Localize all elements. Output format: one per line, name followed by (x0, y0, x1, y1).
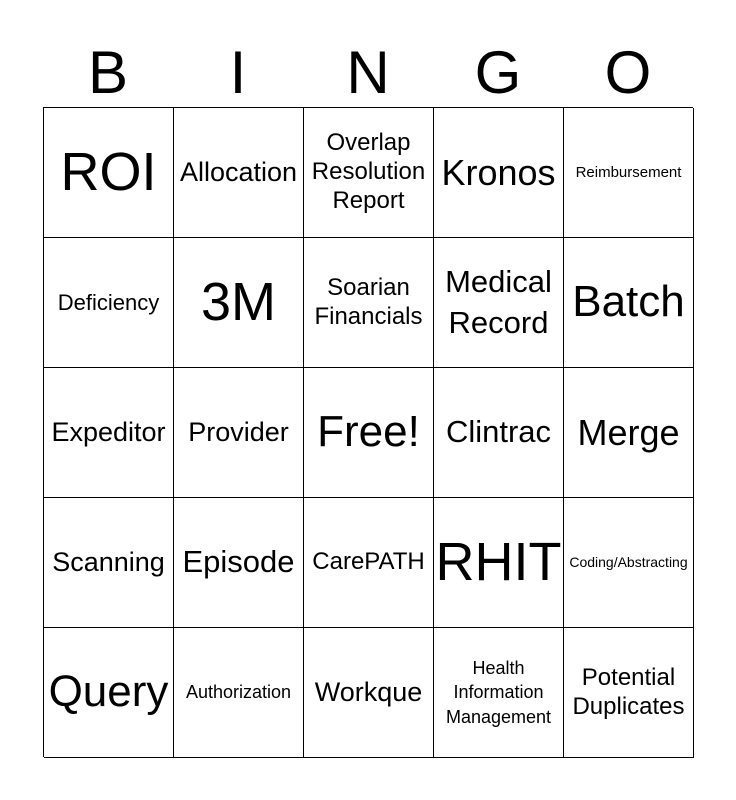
bingo-cell[interactable]: Free! (304, 368, 434, 498)
bingo-cell[interactable]: Authorization (174, 628, 304, 758)
header-letter-i: I (229, 39, 247, 106)
bingo-cell[interactable]: Workque (304, 628, 434, 758)
bingo-cell[interactable]: Medical Record (434, 238, 564, 368)
bingo-cell[interactable]: ROI (44, 108, 174, 238)
bingo-cell[interactable]: CarePATH (304, 498, 434, 628)
bingo-cell[interactable]: Allocation (174, 108, 304, 238)
bingo-cell[interactable]: Scanning (44, 498, 174, 628)
bingo-cell[interactable]: 3M (174, 238, 304, 368)
bingo-cell[interactable]: Merge (564, 368, 694, 498)
bingo-cell[interactable]: Query (44, 628, 174, 758)
bingo-cell[interactable]: Soarian Financials (304, 238, 434, 368)
bingo-cell[interactable]: Deficiency (44, 238, 174, 368)
bingo-cell[interactable]: Reimbursement (564, 108, 694, 238)
bingo-cell[interactable]: Potential Duplicates (564, 628, 694, 758)
bingo-cell[interactable]: Clintrac (434, 368, 564, 498)
bingo-cell[interactable]: Overlap Resolution Report (304, 108, 434, 238)
bingo-cell[interactable]: Kronos (434, 108, 564, 238)
bingo-cell[interactable]: Episode (174, 498, 304, 628)
header-letter-b: B (87, 39, 129, 106)
bingo-header (43, 40, 693, 106)
header-letter-g: G (474, 39, 522, 106)
bingo-cell[interactable]: RHIT (434, 498, 564, 628)
bingo-grid (43, 107, 693, 757)
header-letter-o: O (604, 39, 652, 106)
bingo-cell[interactable]: Expeditor (44, 368, 174, 498)
bingo-cell[interactable]: Coding/Abstracting (564, 498, 694, 628)
bingo-cell[interactable]: Batch (564, 238, 694, 368)
bingo-cell[interactable]: Health Information Management (434, 628, 564, 758)
header-letter-n: N (346, 39, 390, 106)
bingo-cell[interactable]: Provider (174, 368, 304, 498)
